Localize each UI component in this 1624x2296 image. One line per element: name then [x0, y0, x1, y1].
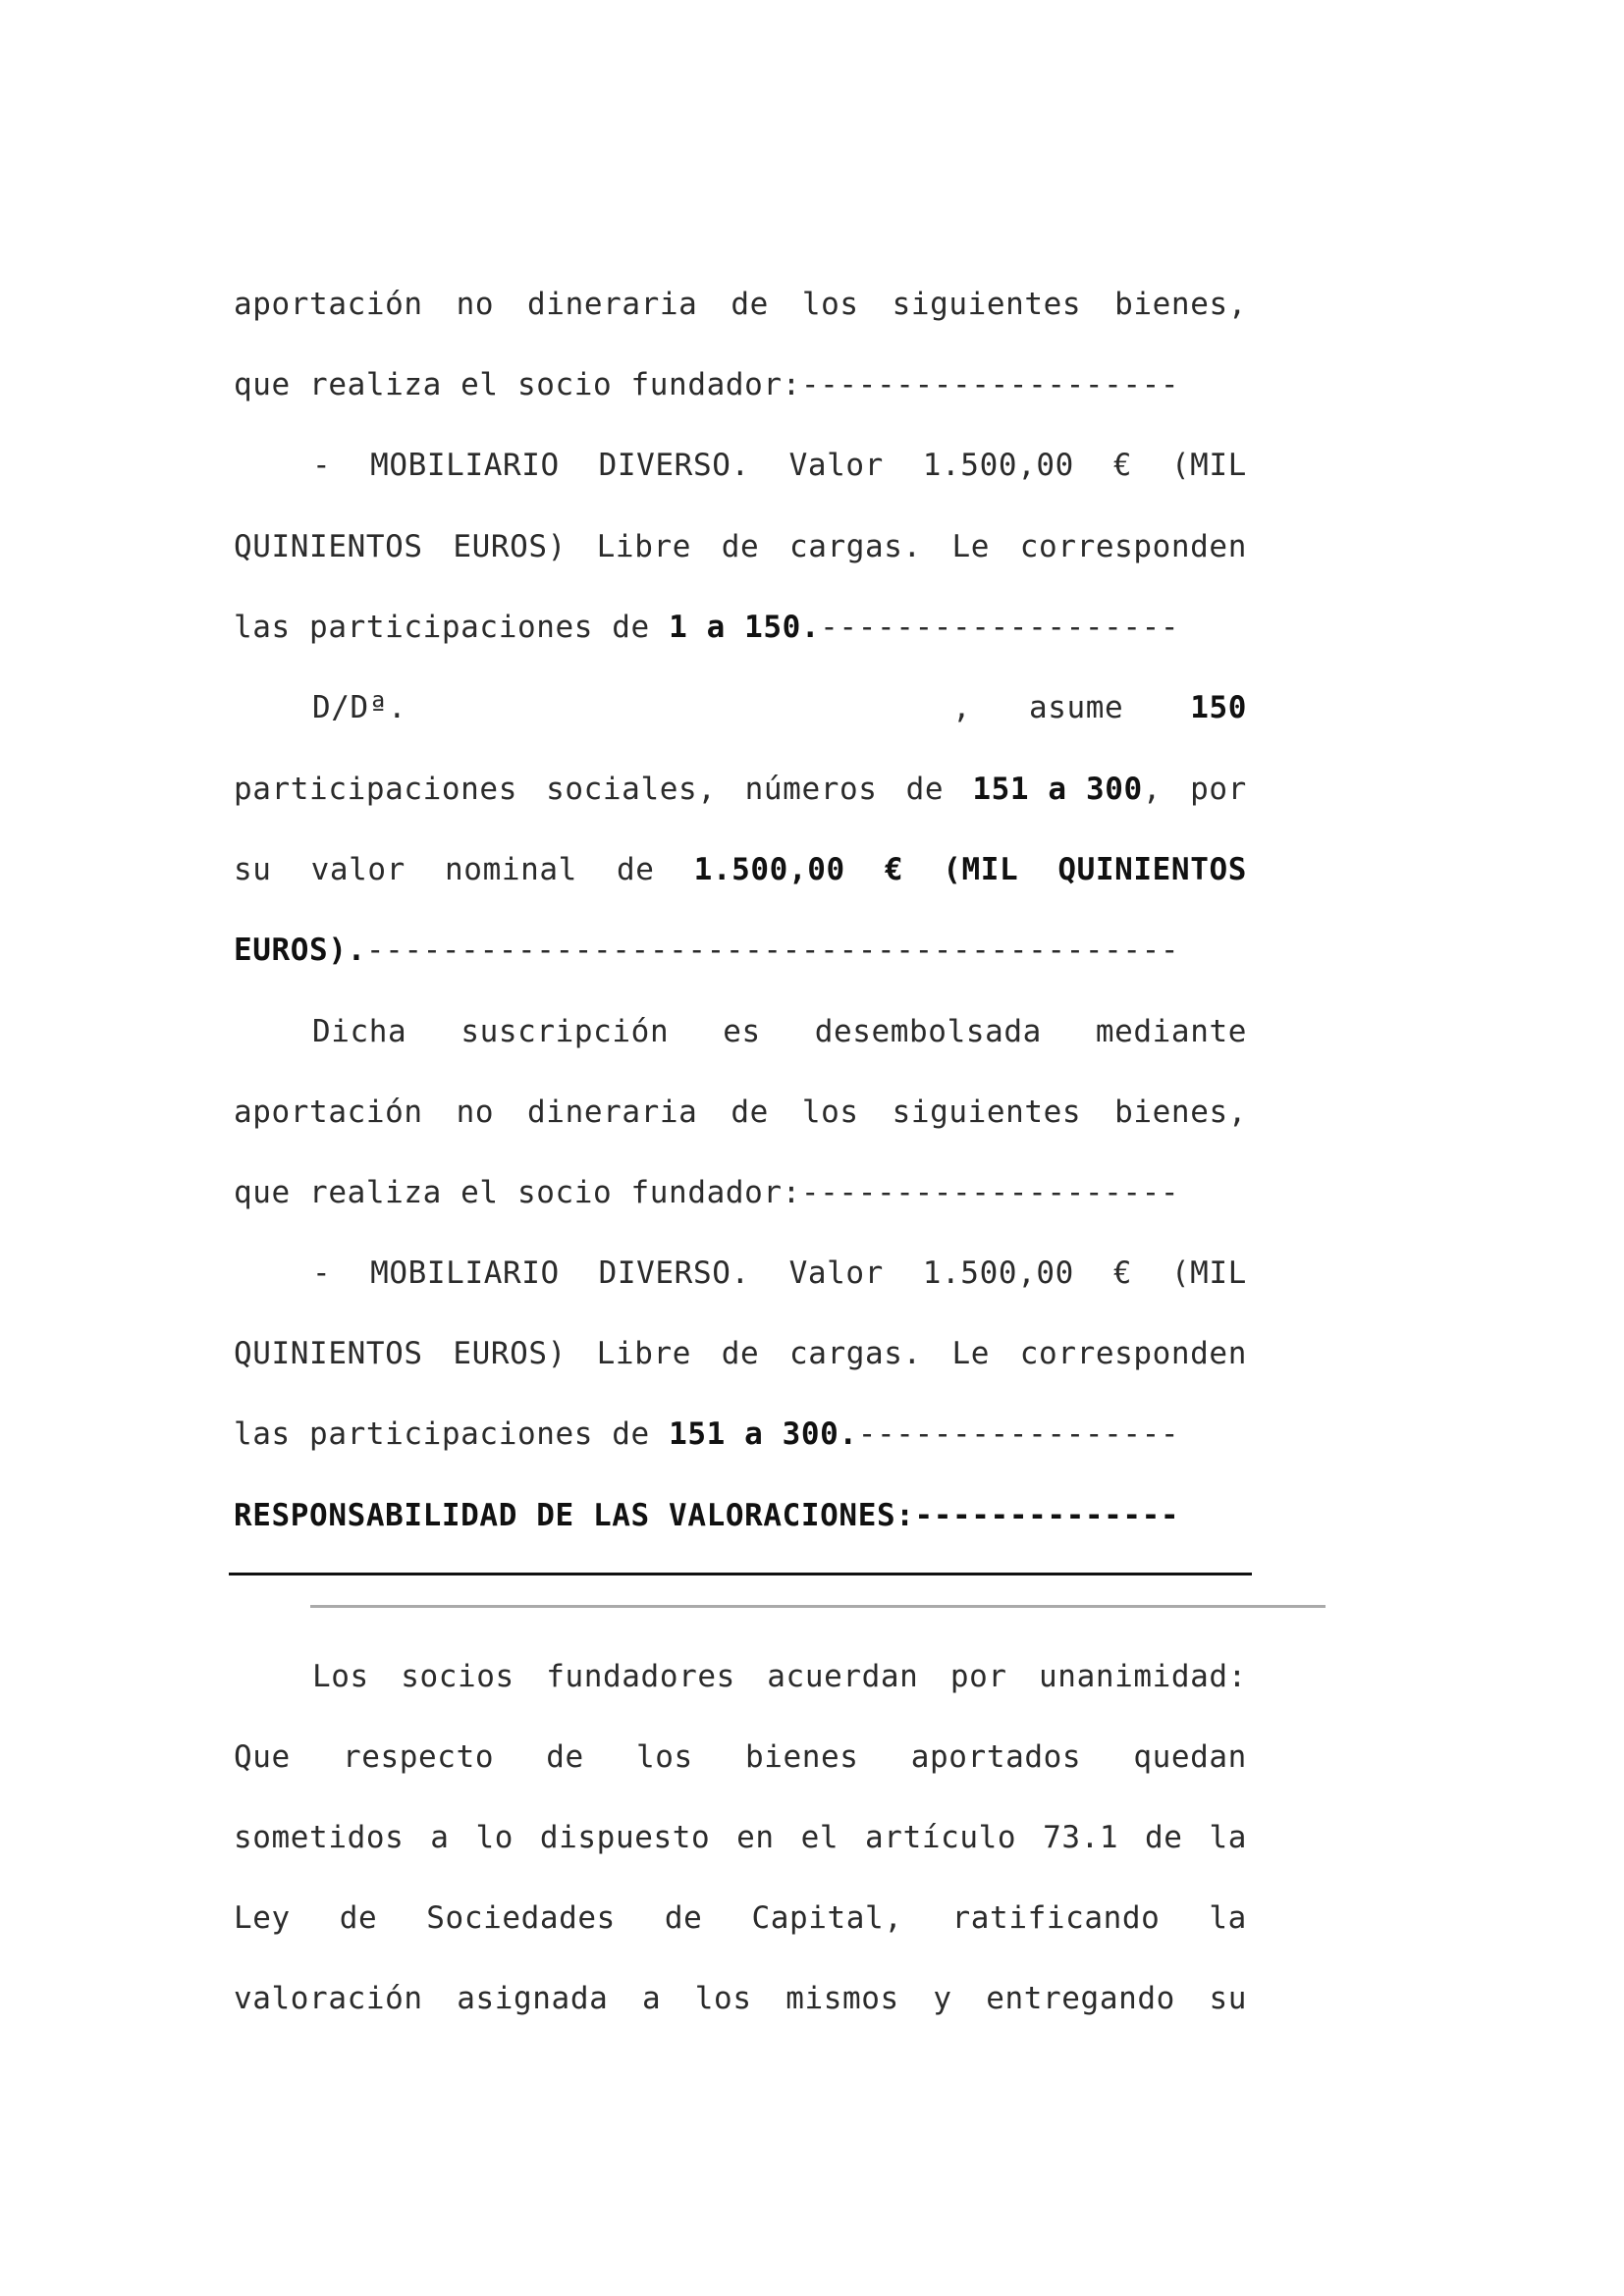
page-top-rule — [310, 1605, 1326, 1608]
text-line: las participaciones de 1 a 150.------------------- — [234, 610, 1180, 645]
text-line: EUROS).------------------------------------------- — [234, 933, 1180, 968]
text-line: sometidos a lo dispuesto en el artículo 73.1 de la — [234, 1820, 1247, 1855]
text-line: las participaciones de 151 a 300.----------------- — [234, 1416, 1180, 1452]
text-line: que realiza el socio fundador:-------------------- — [234, 1175, 1180, 1210]
text-line: Dicha suscripción es desembolsada mediante — [312, 1014, 1247, 1049]
text-line: QUINIENTOS EUROS) Libre de cargas. Le corresponden — [234, 529, 1247, 564]
text-line: que realiza el socio fundador:-------------------- — [234, 367, 1180, 402]
text-line: QUINIENTOS EUROS) Libre de cargas. Le corresponden — [234, 1336, 1247, 1371]
text-line: participaciones sociales, números de 151 a 300, por — [234, 772, 1247, 807]
text-line: - MOBILIARIO DIVERSO. Valor 1.500,00 € (MIL — [312, 1255, 1247, 1291]
text-line: Que respecto de los bienes aportados quedan — [234, 1739, 1247, 1775]
text-line: valoración asignada a los mismos y entregando su — [234, 1981, 1247, 2016]
text-line: Ley de Sociedades de Capital, ratificando la — [234, 1900, 1247, 1936]
page-bottom-rule — [229, 1573, 1252, 1575]
text-line: aportación no dineraria de los siguientes bienes, — [234, 287, 1247, 322]
text-line: D/Dª. , asume 150 — [312, 690, 1247, 725]
section-heading: RESPONSABILIDAD DE LAS VALORACIONES:-------------- — [234, 1498, 1180, 1533]
text-line: su valor nominal de 1.500,00 € (MIL QUINIENTOS — [234, 852, 1247, 887]
participation-range: 151 a 300. — [669, 1416, 858, 1452]
text-line: aportación no dineraria de los siguientes bienes, — [234, 1095, 1247, 1130]
participation-range: 1 a 150. — [669, 610, 821, 645]
text-line: Los socios fundadores acuerdan por unanimidad: — [312, 1659, 1247, 1694]
text-line: - MOBILIARIO DIVERSO. Valor 1.500,00 € (MIL — [312, 448, 1247, 483]
